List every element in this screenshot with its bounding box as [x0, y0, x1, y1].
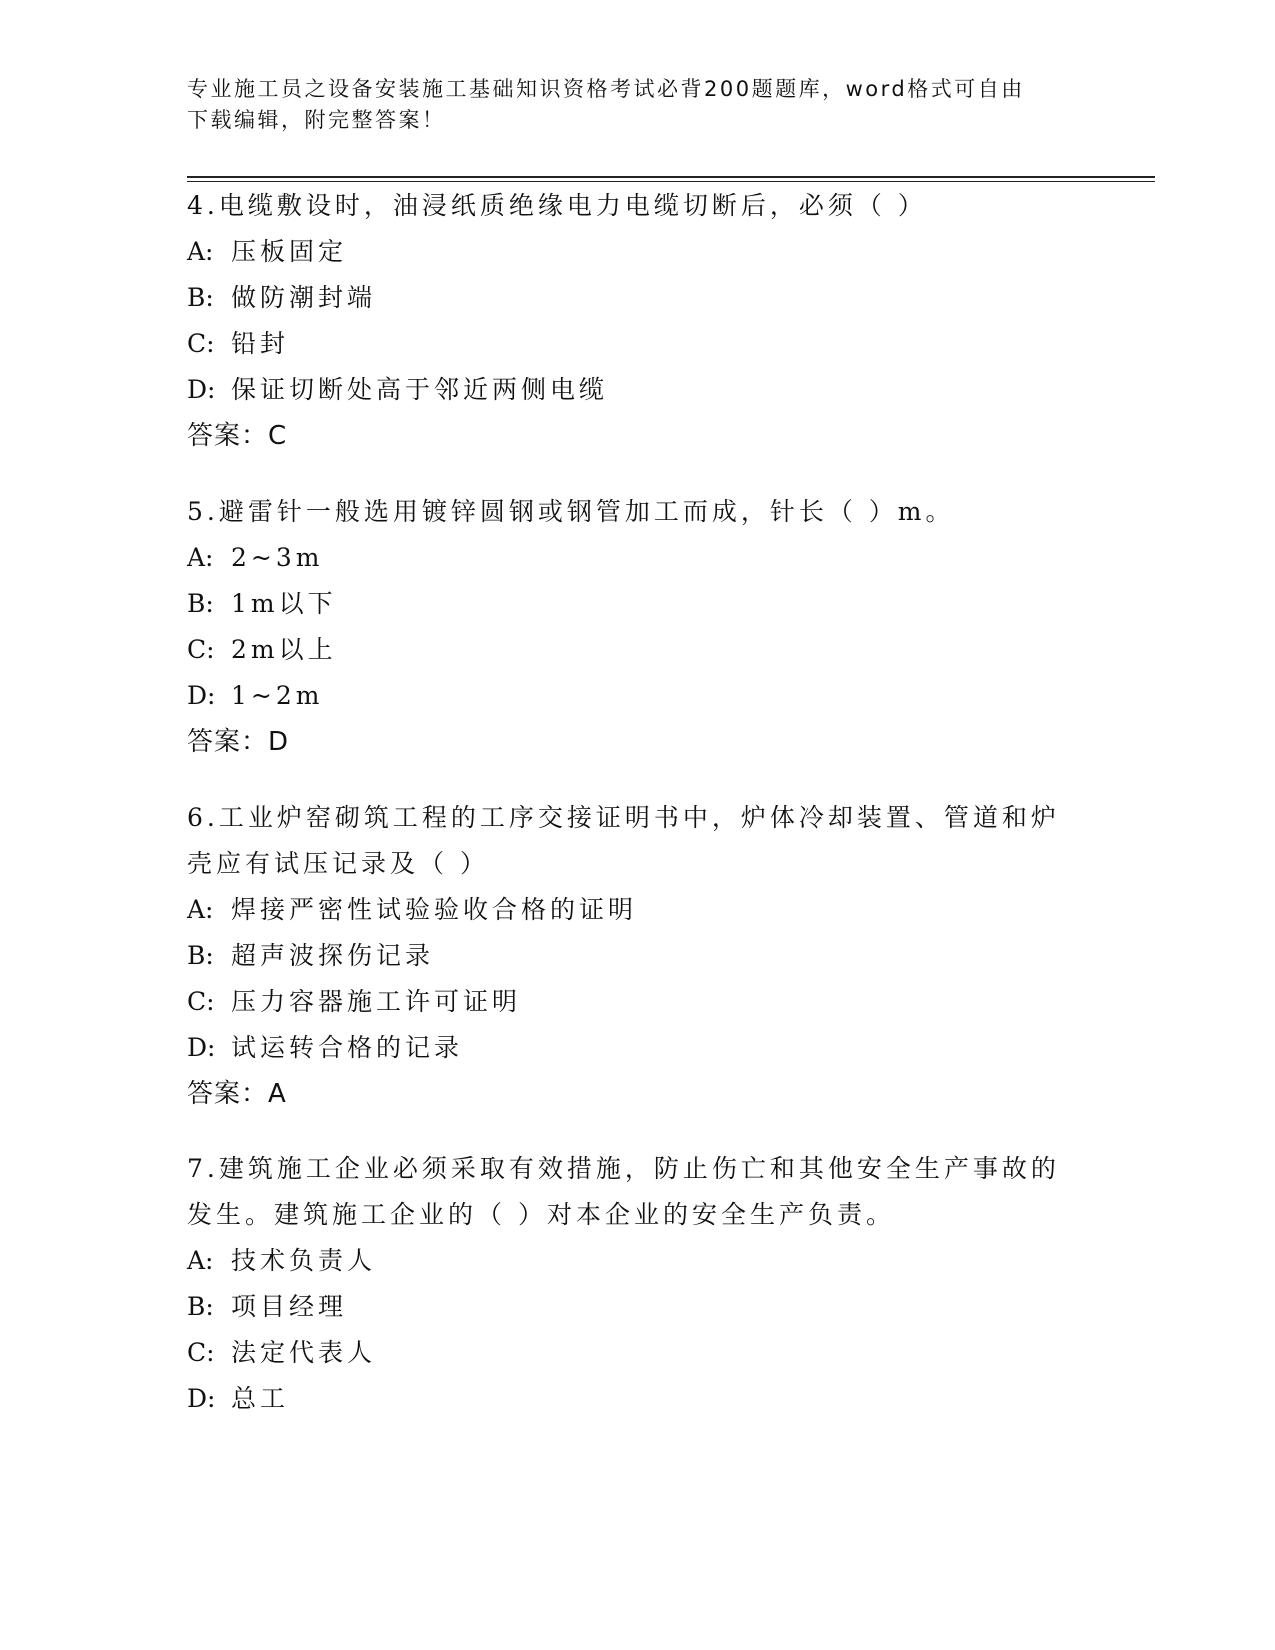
header-title-line-1: 专业施工员之设备安装施工基础知识资格考试必背200题题库，word格式可自由: [187, 77, 1025, 101]
option-text: 1~2m: [231, 681, 324, 710]
option-key: B:: [187, 941, 214, 970]
option-key: D:: [187, 1384, 216, 1413]
option-key: B:: [187, 589, 214, 618]
option-text: 技术负责人: [231, 1246, 377, 1275]
option-key: D:: [187, 681, 216, 710]
option-c: [187, 1330, 1087, 1376]
document-header: [187, 74, 1067, 136]
option-d: [187, 367, 1087, 413]
option-key: D:: [187, 375, 216, 404]
option-text: 做防潮封端: [231, 283, 377, 312]
option-text: 焊接严密性试验验收合格的证明: [231, 895, 638, 924]
option-c: [187, 321, 1087, 367]
option-a: [187, 535, 1087, 581]
answer-line: 答案：A: [187, 1079, 287, 1109]
option-key: B:: [187, 283, 214, 312]
question-stem-line-1: 7.建筑施工企业必须采取有效措施，防止伤亡和其他安全生产事故的: [187, 1154, 1060, 1183]
question-5: [187, 489, 1087, 765]
option-key: C:: [187, 635, 215, 664]
option-key: A:: [187, 1246, 214, 1275]
header-divider-thick: [187, 176, 1155, 178]
option-text: 压板固定: [231, 237, 348, 266]
option-key: C:: [187, 1338, 215, 1367]
option-text: 铅封: [231, 329, 290, 358]
option-text: 保证切断处高于邻近两侧电缆: [231, 375, 609, 404]
question-stem-line-2: 发生。建筑施工企业的（ ）对本企业的安全生产负责。: [187, 1200, 895, 1229]
option-c: [187, 627, 1087, 673]
question-6: [187, 795, 1087, 1117]
option-text: 超声波探伤记录: [231, 941, 435, 970]
option-key: A:: [187, 895, 214, 924]
option-b: [187, 581, 1087, 627]
question-7: [187, 1146, 1087, 1422]
option-b: [187, 275, 1087, 321]
option-b: [187, 933, 1087, 979]
answer-line: 答案：D: [187, 727, 290, 757]
option-a: [187, 229, 1087, 275]
option-text: 项目经理: [231, 1292, 348, 1321]
option-d: [187, 1025, 1087, 1071]
option-text: 1m以下: [231, 589, 337, 618]
option-key: A:: [187, 237, 214, 266]
option-text: 试运转合格的记录: [231, 1033, 464, 1062]
question-stem-line-1: 6.工业炉窑砌筑工程的工序交接证明书中，炉体冷却装置、管道和炉: [187, 803, 1060, 832]
option-text: 法定代表人: [231, 1338, 377, 1367]
question-stem-line-2: 壳应有试压记录及（ ）: [187, 849, 489, 878]
header-title-line-2: 下载编辑，附完整答案！: [187, 108, 446, 132]
option-a: [187, 1238, 1087, 1284]
option-text: 压力容器施工许可证明: [231, 987, 522, 1016]
option-key: B:: [187, 1292, 214, 1321]
option-text: 2~3m: [231, 543, 324, 572]
option-b: [187, 1284, 1087, 1330]
option-a: [187, 887, 1087, 933]
option-c: [187, 979, 1087, 1025]
option-key: A:: [187, 543, 214, 572]
option-key: C:: [187, 987, 215, 1016]
question-4: [187, 183, 1087, 459]
question-stem: 5.避雷针一般选用镀锌圆钢或钢管加工而成，针长（ ）m。: [187, 497, 955, 526]
option-text: 总工: [231, 1384, 290, 1413]
option-d: [187, 1376, 1087, 1422]
answer-line: 答案：C: [187, 421, 288, 451]
option-text: 2m以上: [231, 635, 337, 664]
header-divider-thin: [187, 181, 1155, 182]
option-key: C:: [187, 329, 215, 358]
option-key: D:: [187, 1033, 216, 1062]
option-d: [187, 673, 1087, 719]
question-stem: 4.电缆敷设时，油浸纸质绝缘电力电缆切断后，必须（ ）: [187, 191, 927, 220]
